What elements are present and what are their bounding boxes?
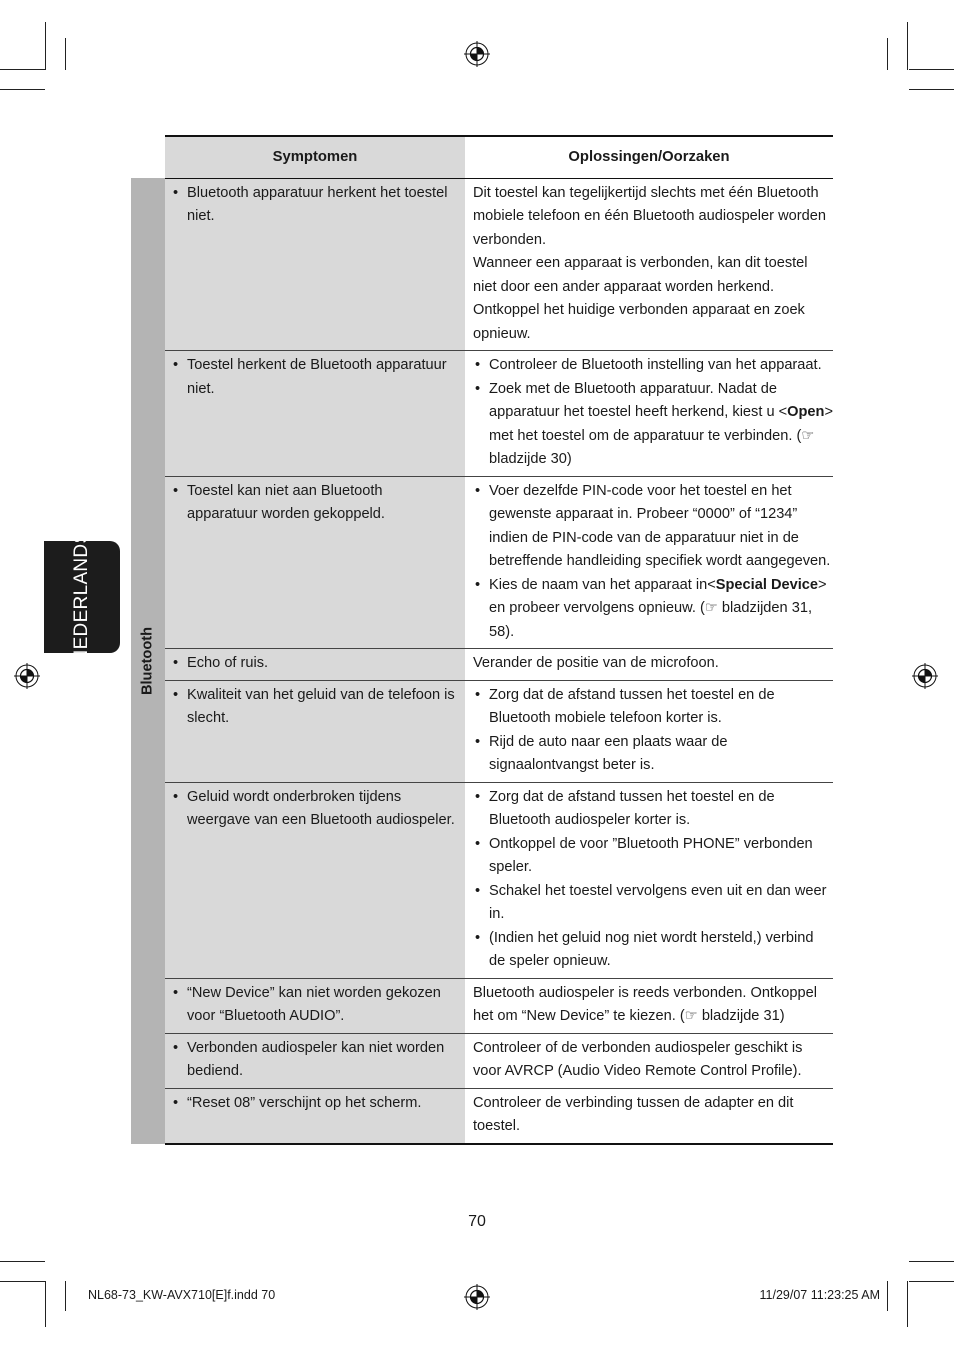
crop-mark <box>0 1261 45 1262</box>
troubleshooting-table <box>131 135 833 1145</box>
solution-text: Bluetooth audiospeler is reeds verbonden. Ontkoppel het om “New Device” te kiezen. (☞ bladzijde 31) <box>473 984 817 1024</box>
registration-mark-icon <box>912 663 938 689</box>
solution-item: • Voer dezelfde PIN-code voor het toestel en het gewenste apparaat in. Probeer “0000” of “1234” indien de PIN-code van de apparatuur niet in de betreffende handleiding specifiek wordt aangegeven. <box>473 480 833 574</box>
table-row <box>131 978 833 1033</box>
symptom-item: • Kwaliteit van het geluid van de telefoon is slecht. <box>171 684 457 731</box>
symptom-cell <box>165 1088 465 1144</box>
crop-mark <box>45 22 46 70</box>
symptom-item: • “New Device” kan niet worden gekozen voor “Bluetooth AUDIO”. <box>171 982 457 1029</box>
crop-mark <box>45 1281 46 1327</box>
language-tab-label: NEDERLANDS <box>71 530 92 664</box>
table-header-row <box>131 136 833 178</box>
solution-item: • Controleer de Bluetooth instelling van het apparaat. <box>473 354 833 378</box>
header-blank-cell <box>131 136 165 178</box>
solution-text-part: > en probeer vervolgens opnieuw. (☞ bladzijden 31, 58). <box>489 576 827 640</box>
solution-cell <box>465 680 833 782</box>
solution-item: • Ontkoppel de voor ”Bluetooth PHONE” verbonden speler. <box>473 833 833 880</box>
solution-cell <box>465 1088 833 1144</box>
crop-mark <box>65 1281 66 1311</box>
page-number: 70 <box>468 1213 486 1230</box>
solution-cell <box>465 1033 833 1088</box>
symptom-item: • Geluid wordt onderbroken tijdens weergave van een Bluetooth audiospeler. <box>171 786 457 833</box>
symptom-cell <box>165 476 465 649</box>
footer-datetime: 11/29/07 11:23:25 AM <box>759 1288 880 1302</box>
table-row <box>131 782 833 978</box>
solution-item: • Zorg dat de afstand tussen het toestel en de Bluetooth audiospeler korter is. <box>473 786 833 833</box>
registration-mark-icon <box>464 1284 490 1310</box>
table-row <box>131 1088 833 1144</box>
crop-mark <box>909 1261 954 1262</box>
symptom-item: • Bluetooth apparatuur herkent het toestel niet. <box>171 182 457 229</box>
crop-mark <box>887 38 888 70</box>
header-symptoms: Symptomen <box>165 136 465 178</box>
table-row <box>131 680 833 782</box>
category-cell <box>131 178 165 1144</box>
symptom-item: • Toestel herkent de Bluetooth apparatuur niet. <box>171 354 457 401</box>
registration-mark-icon <box>464 41 490 67</box>
solution-cell <box>465 178 833 351</box>
menu-item-name: Special Device <box>715 576 819 593</box>
symptom-item: • Verbonden audiospeler kan niet worden bediend. <box>171 1037 457 1084</box>
symptom-item: • “Reset 08” verschijnt op het scherm. <box>171 1092 457 1116</box>
table-row <box>131 351 833 477</box>
solution-text: Controleer de verbinding tussen de adapter en dit toestel. <box>473 1094 794 1134</box>
table-row <box>131 1033 833 1088</box>
solution-cell <box>465 351 833 477</box>
menu-item-name: Open <box>787 404 825 420</box>
solution-item: • Schakel het toestel vervolgens even uit en dan weer in. <box>473 880 833 927</box>
crop-mark <box>0 69 45 70</box>
registration-mark-icon <box>14 663 40 689</box>
language-tab <box>44 530 120 664</box>
symptom-cell <box>165 1033 465 1088</box>
table-row <box>131 178 833 351</box>
crop-mark <box>909 69 954 70</box>
solution-text-part: > met het toestel om de apparatuur te verbinden. (☞ bladzijde 30) <box>489 404 833 467</box>
crop-mark <box>0 1281 45 1282</box>
crop-mark <box>887 1281 888 1311</box>
solution-cell <box>465 476 833 649</box>
symptom-item: • Echo of ruis. <box>171 652 457 676</box>
crop-mark <box>909 89 954 90</box>
solution-item <box>473 378 833 472</box>
table-row <box>131 649 833 681</box>
solution-item <box>473 574 833 645</box>
solution-item: • (Indien het geluid nog niet wordt hersteld,) verbind de speler opnieuw. <box>473 927 833 974</box>
solution-item: • Rijd de auto naar een plaats waar de signaalontvangst beter is. <box>473 731 833 778</box>
category-label: Bluetooth <box>139 626 156 695</box>
symptom-item: • Toestel kan niet aan Bluetooth apparatuur worden gekoppeld. <box>171 480 457 527</box>
solution-text: Controleer of de verbonden audiospeler geschikt is voor AVRCP (Audio Video Remote Control Profile). <box>473 1039 803 1079</box>
symptom-cell <box>165 351 465 477</box>
solution-text: Dit toestel kan tegelijkertijd slechts met één Bluetooth mobiele telefoon en één Bluetooth audiospeler worden verbonden. <box>473 184 826 248</box>
solution-text: Wanneer een apparaat is verbonden, kan dit toestel niet door een ander apparaat worden herkend. Ontkoppel het huidige verbonden apparaat en zoek opnieuw. <box>473 255 808 342</box>
solution-text: Verander de positie van de microfoon. <box>473 655 719 671</box>
crop-mark <box>909 1281 954 1282</box>
solution-cell <box>465 649 833 681</box>
solution-cell <box>465 978 833 1033</box>
symptom-cell <box>165 978 465 1033</box>
solution-text-part: Kies de naam van het apparaat in< <box>489 576 716 593</box>
solution-text-part: Zoek met de Bluetooth apparatuur. Nadat de apparatuur het toestel heeft herkend, kiest u < <box>489 380 788 420</box>
table-body <box>131 178 833 1144</box>
crop-mark <box>907 1281 908 1327</box>
crop-mark <box>907 22 908 70</box>
symptom-cell <box>165 782 465 978</box>
symptom-cell <box>165 178 465 351</box>
table-row <box>131 476 833 649</box>
footer-file-slug: NL68-73_KW-AVX710[E]f.indd 70 <box>88 1288 276 1302</box>
symptom-cell <box>165 649 465 681</box>
crop-mark <box>0 89 45 90</box>
solution-cell <box>465 782 833 978</box>
header-solutions: Oplossingen/Oorzaken <box>465 136 833 178</box>
crop-mark <box>65 38 66 70</box>
solution-item: • Zorg dat de afstand tussen het toestel en de Bluetooth mobiele telefoon korter is. <box>473 684 833 731</box>
symptom-cell <box>165 680 465 782</box>
